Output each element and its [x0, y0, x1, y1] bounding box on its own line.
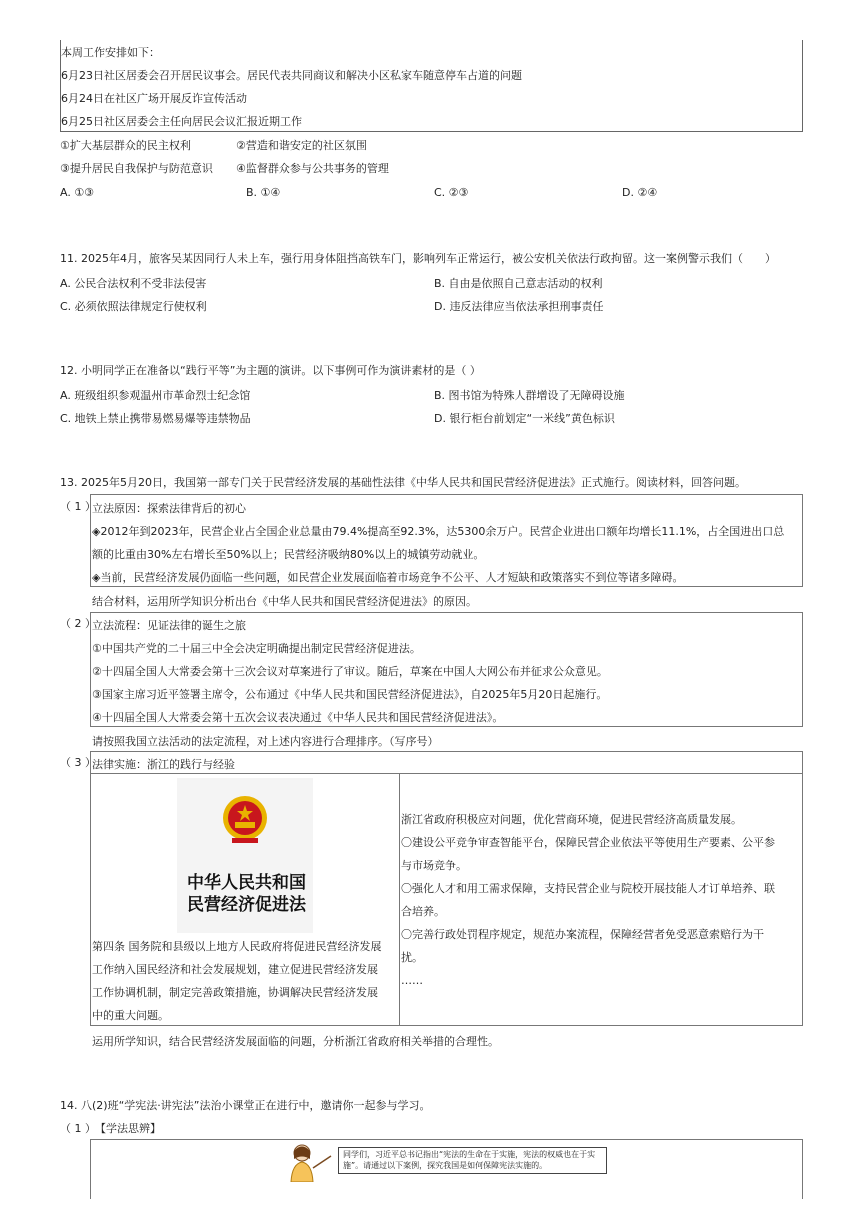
part-number: （ 3 ）	[60, 756, 96, 769]
option-a[interactable]: A. 公民合法权利不受非法侵害	[60, 277, 207, 290]
article-line: 中的重大问题。	[92, 1009, 169, 1022]
part-number: （ 1 ）	[60, 500, 96, 513]
schedule-item: 6月24日在社区广场开展反诈宣传活动	[61, 92, 247, 105]
measure-line: 〇强化人才和用工需求保障，支持民营企业与院校开展技能人才订单培养、联	[401, 882, 775, 895]
article-line: 工作纳入国民经济和社会发展规划，建立促进民营经济发展	[92, 963, 378, 976]
material-line: ③国家主席习近平签署主席令，公布通过《中华人民共和国民营经济促进法》，自2025年5月20日起施行。	[92, 688, 608, 701]
measure-line: ……	[401, 974, 423, 987]
article-line: 第四条 国务院和县级以上地方人民政府将促进民营经济发展	[92, 940, 382, 953]
part-number: （ 1 ）	[60, 1122, 96, 1135]
statement: ②营造和谐安定的社区氛围	[236, 139, 367, 152]
schedule-intro: 本周工作安排如下：	[61, 46, 160, 59]
measure-line: 扰。	[401, 951, 423, 964]
option-d[interactable]: D. 银行柜台前划定“一米线”黄色标识	[434, 412, 615, 425]
material-title: 法律实施：浙江的践行与经验	[92, 758, 235, 771]
measure-line: 合培养。	[401, 905, 445, 918]
option-c[interactable]: C. ②③	[434, 186, 469, 199]
sub-question: 结合材料，运用所学知识分析出台《中华人民共和国民营经济促进法》的原因。	[92, 595, 477, 608]
material-line: ◈当前，民营经济发展仍面临一些问题，如民营企业发展面临着市场竞争不公平、人才短缺和政策落实不到位等诸多障碍。	[92, 571, 684, 584]
question-11-stem: 11. 2025年4月，旅客吴某因同行人未上车，强行用身体阻挡高铁车门，影响列车正常运行，被公安机关依法行政拘留。这一案例警示我们（ ）	[60, 252, 776, 265]
material-line: ④十四届全国人大常委会第十五次会议表决通过《中华人民共和国民营经济促进法》。	[92, 711, 504, 724]
statement: ①扩大基层群众的民主权利	[60, 139, 191, 152]
divider	[90, 773, 803, 774]
option-d[interactable]: D. 违反法律应当依法承担刑事责任	[434, 300, 604, 313]
measure-line: 〇建设公平竞争审查智能平台，保障民营企业依法平等使用生产要素、公平参	[401, 836, 775, 849]
question-14-stem: 14. 八(2)班“学宪法·讲宪法”法治小课堂正在进行中，邀请你一起参与学习。	[60, 1099, 431, 1112]
option-d[interactable]: D. ②④	[622, 186, 658, 199]
material-line: ①中国共产党的二十届三中全会决定明确提出制定民营经济促进法。	[92, 642, 421, 655]
sub-question: 运用所学知识，结合民营经济发展面临的问题，分析浙江省政府相关举措的合理性。	[92, 1035, 499, 1048]
part-number: （ 2 ）	[60, 617, 96, 630]
book-title-line-1: 中华人民共和国	[187, 873, 306, 893]
book-title-line-2: 民营经济促进法	[187, 895, 306, 915]
statement: ④监督群众参与公共事务的管理	[236, 162, 389, 175]
measure-line: 〇完善行政处罚程序规定，规范办案流程，保障经营者免受恶意索赔行为干	[401, 928, 764, 941]
material-line: ◈2012年到2023年，民营企业占全国企业总量由79.4%提高至92.3%，达5300余万户。民营企业进出口额年均增长11.1%，占全国进出口总	[92, 525, 785, 538]
option-c[interactable]: C. 必须依照法律规定行使权利	[60, 300, 207, 313]
article-line: 工作协调机制，制定完善政策措施，协调解决民营经济发展	[92, 986, 378, 999]
option-a[interactable]: A. ①③	[60, 186, 95, 199]
divider	[399, 773, 400, 1026]
material-line: ②十四届全国人大常委会第十三次会议对草案进行了审议。随后，草案在中国人大网公布并征求公众意见。	[92, 665, 608, 678]
question-13-stem: 13. 2025年5月20日，我国第一部专门关于民营经济发展的基础性法律《中华人民共和国民营经济促进法》正式施行。阅读材料，回答问题。	[60, 476, 746, 489]
material-title: 立法原因：探索法律背后的初心	[92, 502, 246, 515]
law-book-cover	[177, 778, 313, 933]
option-a[interactable]: A. 班级组织参观温州市革命烈士纪念馆	[60, 389, 251, 402]
option-c[interactable]: C. 地铁上禁止携带易燃易爆等违禁物品	[60, 412, 251, 425]
statement: ③提升居民自我保护与防范意识	[60, 162, 213, 175]
material-title: 立法流程：见证法律的诞生之旅	[92, 619, 246, 632]
option-b[interactable]: B. ①④	[246, 186, 281, 199]
part-title: 【学法思辨】	[95, 1122, 161, 1135]
option-b[interactable]: B. 自由是依照自己意志活动的权利	[434, 277, 603, 290]
question-12-stem: 12. 小明同学正在准备以“践行平等”为主题的演讲。以下事例可作为演讲素材的是（ ）	[60, 364, 481, 377]
teacher-figure-icon	[286, 1142, 336, 1182]
material-line: 额的比重由30%左右增长至50%以上；民营经济吸纳80%以上的城镇劳动就业。	[92, 548, 485, 561]
schedule-item: 6月23日社区居委会召开居民议事会。居民代表共同商议和解决小区私家车随意停车占道的问题	[61, 69, 522, 82]
measure-line: 与市场竞争。	[401, 859, 467, 872]
option-b[interactable]: B. 图书馆为特殊人群增设了无障碍设施	[434, 389, 625, 402]
schedule-item: 6月25日社区居委会主任向居民会议汇报近期工作	[61, 115, 302, 128]
sub-question: 请按照我国立法活动的法定流程，对上述内容进行合理排序。（写序号）	[92, 735, 439, 748]
measure-line: 浙江省政府积极应对问题，优化营商环境，促进民营经济高质量发展。	[401, 813, 742, 826]
speech-bubble: 同学们，习近平总书记指出“宪法的生命在于实施，宪法的权威也在于实施”。请通过以下案例，探究我国是如何保障宪法实施的。	[338, 1147, 607, 1174]
